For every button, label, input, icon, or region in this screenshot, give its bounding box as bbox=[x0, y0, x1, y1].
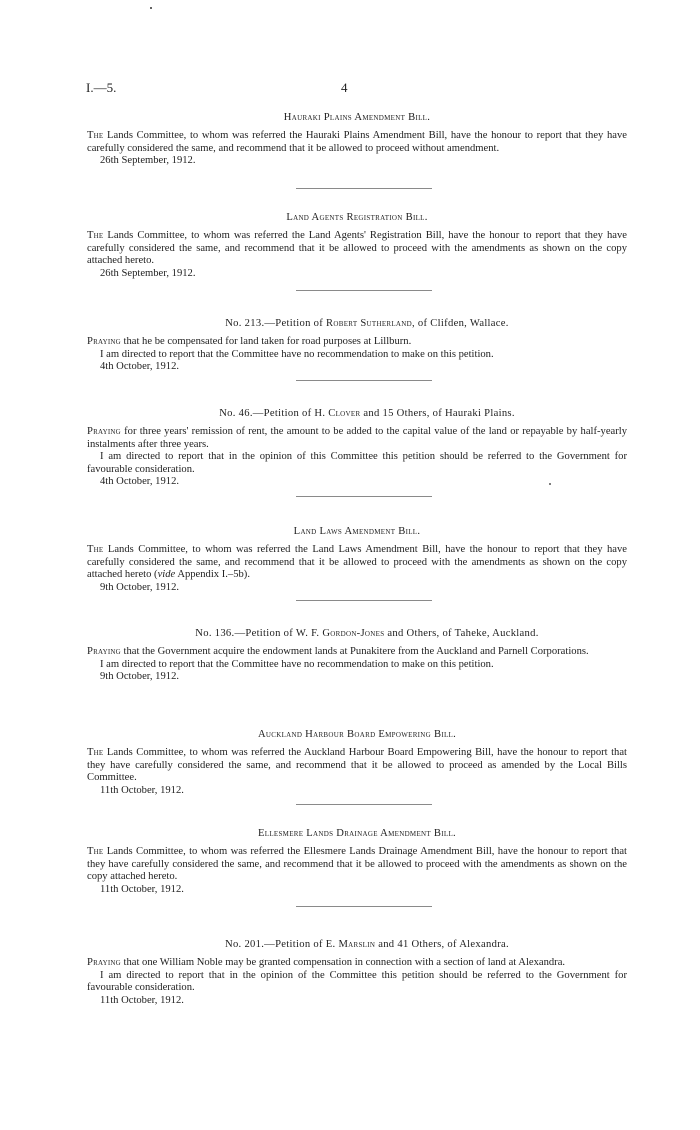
section-heading: Hauraki Plains Amendment Bill. bbox=[283, 112, 431, 123]
section-report: I am directed to report that in the opinion of the Committee this petition should be referred to the Government for favourable consideration. bbox=[87, 969, 627, 994]
section-report: I am directed to report that the Committee have no recommendation to make on this petition. bbox=[100, 348, 494, 360]
section-date: 11th October, 1912. bbox=[100, 883, 184, 895]
section-heading: No. 213.—Petition of Robert Sutherland, of Clifden, Wallace. bbox=[225, 318, 509, 329]
section-date: 9th October, 1912. bbox=[100, 671, 180, 683]
section-divider bbox=[296, 600, 432, 601]
section-date: 4th October, 1912. bbox=[100, 476, 180, 488]
section-body: The Lands Committee, to whom was referred the Land Laws Amendment Bill, have the honour to report that they have carefully considered the same, and recommend that it be allowed to proceed with the amendments as shown on the copy attached hereto (vide Appendix I.–5b). bbox=[87, 544, 627, 581]
section-body: The Lands Committee, to whom was referred the Hauraki Plains Amendment Bill, have the honour to report that they have carefully considered the same, and recommend that it be allowed to proceed without amendment. bbox=[87, 130, 627, 154]
section-divider bbox=[296, 380, 432, 381]
section-body: Praying that the Government acquire the endowment lands at Punakitere from the Auckland and Parnell Corporations. bbox=[87, 646, 589, 658]
section-body: The Lands Committee, to whom was referred the Land Agents' Registration Bill, have the honour to report that they have carefully considered the same, and recommend that it be allowed to proceed with the amendments as shown on the copy attached hereto. bbox=[87, 230, 627, 267]
section-heading: No. 201.—Petition of E. Marslin and 41 Others, of Alexandra. bbox=[225, 939, 509, 950]
section-divider bbox=[296, 496, 432, 497]
section-report: I am directed to report that in the opinion of this Committee this petition should be referred to the Government for favourable consideration. bbox=[87, 451, 627, 475]
section-body: Praying that he be compensated for land taken for road purposes at Lillburn. bbox=[87, 336, 412, 348]
section-divider bbox=[296, 290, 432, 291]
section-body: Praying that one William Noble may be granted compensation in connection with a section of land at Alexandra. bbox=[87, 957, 566, 969]
scan-speck bbox=[549, 483, 551, 485]
section-petition-201 bbox=[87, 939, 627, 1007]
section-date: 11th October, 1912. bbox=[100, 994, 184, 1006]
section-ellesmere-bill bbox=[87, 828, 627, 896]
section-heading: No. 136.—Petition of W. F. Gordon-Jones and Others, of Taheke, Auckland. bbox=[195, 628, 539, 639]
scan-speck bbox=[150, 7, 152, 9]
section-land-agents-bill bbox=[87, 212, 627, 280]
section-body: The Lands Committee, to whom was referred the Ellesmere Lands Drainage Amendment Bill, have the honour to report that they have carefully considered the same, and recommend that it be allowed to proceed with the amendments as shown on the copy attached hereto. bbox=[87, 846, 627, 883]
section-date: 26th September, 1912. bbox=[100, 155, 196, 167]
section-body: The Lands Committee, to whom was referred the Auckland Harbour Board Empowering Bill, have the honour to report that they have carefully considered the same, and recommend that it be allowed to proceed as amended by the Local Bills Committee. bbox=[87, 747, 627, 784]
section-land-laws-bill bbox=[87, 526, 627, 594]
section-body: Praying for three years' remission of rent, the amount to be added to the capital value of the land or repayable by half-yearly instalments after three years. bbox=[87, 426, 627, 450]
section-report: I am directed to report that the Committee have no recommendation to make on this petition. bbox=[100, 658, 494, 670]
document-reference: I.—5. bbox=[86, 80, 117, 95]
section-date: 4th October, 1912. bbox=[100, 361, 180, 373]
section-date: 26th September, 1912. bbox=[100, 267, 196, 279]
section-heading: Auckland Harbour Board Empowering Bill. bbox=[257, 729, 457, 740]
section-divider bbox=[296, 804, 432, 805]
section-auckland-harbour-bill bbox=[87, 729, 627, 797]
section-petition-136 bbox=[87, 628, 627, 684]
section-hauraki-plains-bill bbox=[87, 112, 627, 168]
section-date: 11th October, 1912. bbox=[100, 784, 184, 796]
section-petition-213 bbox=[87, 318, 627, 374]
section-heading: Ellesmere Lands Drainage Amendment Bill. bbox=[257, 828, 456, 839]
section-heading: Land Agents Registration Bill. bbox=[286, 212, 428, 223]
section-date: 9th October, 1912. bbox=[100, 581, 180, 593]
section-divider bbox=[296, 906, 432, 907]
page-number: 4 bbox=[341, 80, 348, 95]
section-divider bbox=[296, 188, 432, 189]
section-heading: Land Laws Amendment Bill. bbox=[293, 526, 421, 537]
section-petition-46 bbox=[87, 408, 627, 488]
section-heading: No. 46.—Petition of H. Clover and 15 Others, of Hauraki Plains. bbox=[219, 408, 515, 419]
